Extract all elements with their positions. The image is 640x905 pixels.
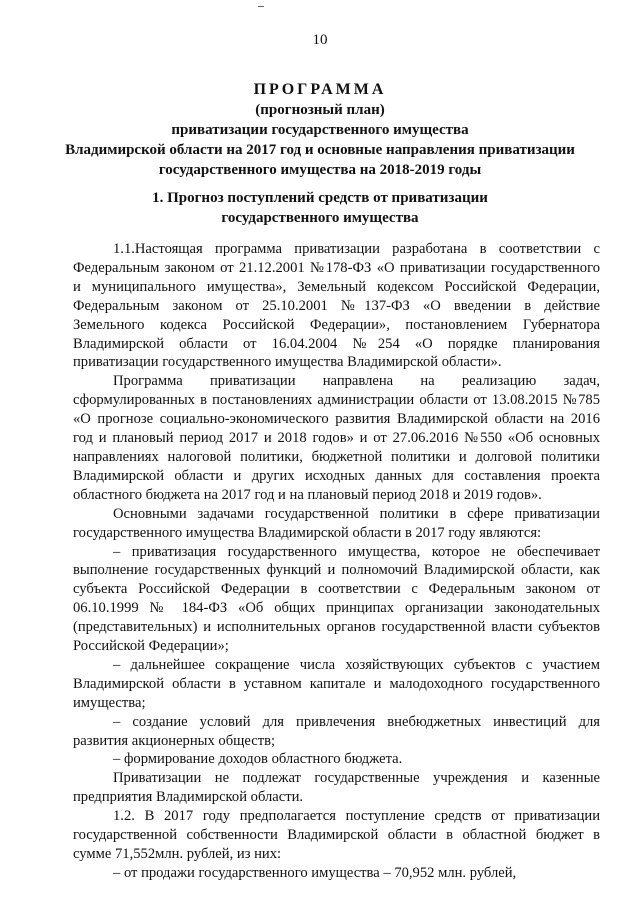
list-item: – приватизация государственного имущества, которое не обеспечивает: [113, 543, 600, 560]
title-line-5: государственного имущества на 2018-2019 годы: [158, 162, 482, 178]
body-text: [73, 240, 600, 883]
text-line: сформулированных в постановлениях администрации области от 13.08.2015 №785: [73, 392, 600, 409]
text-line: Федеральным законом от 21.12.2001 №178-ФЗ «О приватизации государственного: [73, 259, 600, 276]
text-line: «О прогнозе социально-экономического развития Владимирской области на 2016: [73, 411, 600, 428]
section-heading-line-2: государственного имущества: [221, 210, 419, 226]
text-line: выполнение государственных функций и полномочий Владимирской области, как: [73, 562, 600, 579]
text-line: Программа приватизации направлена на реализацию задач,: [113, 373, 600, 390]
title-line-2: (прогнозный план): [255, 102, 385, 118]
text-line: Владимирской области и других исходных данных для составления проекта: [73, 467, 600, 484]
text-line: направлениях налоговой политики, бюджетной политики и долговой политики: [73, 448, 600, 465]
list-item: – формирование доходов областного бюджета.: [113, 751, 403, 768]
text-line: год и плановый период 2017 и 2018 годов» и от 27.06.2016 №550 «Об основных: [73, 430, 600, 447]
text-line: сумме 71,552млн. рублей, из них:: [73, 846, 282, 862]
program-title: [40, 80, 600, 180]
scan-mark: [258, 6, 264, 7]
text-line: Основными задачами государственной политики в сфере приватизации: [113, 505, 600, 522]
text-line: государственной собственности Владимирской области в областной бюджет в: [73, 827, 600, 844]
text-line: Земельного кодекса Российской Федерации», постановлением Губернатора: [73, 316, 600, 333]
title-line-1: ПРОГРАММА: [253, 81, 387, 98]
section-heading: [40, 188, 600, 228]
text-line: областного бюджета на 2017 год и на плановый период 2018 и 2019 годов».: [73, 486, 542, 503]
text-line: приватизации государственного имущества Владимирской области».: [73, 354, 502, 371]
text-line: субъекта Российской Федерации в соответствии с Федеральным законом от: [73, 581, 600, 598]
text-line: и муниципального имущества», Земельный кодексом Российской Федерации,: [73, 278, 600, 295]
text-line: Владимирской области в уставном капитале и малодоходного государственного: [73, 675, 600, 692]
text-line: (представительных) и исполнительных органов государственной власти субъектов: [73, 619, 600, 636]
list-item: – от продажи государственного имущества – 70,952 млн. рублей,: [113, 864, 517, 881]
text-line: государственного имущества Владимирской области в 2017 году являются:: [73, 524, 542, 541]
text-line: 1.1.Настоящая программа приватизации разработана в соответствии с: [113, 241, 600, 257]
text-line: имущества;: [73, 694, 146, 711]
title-line-4: Владимирской области на 2017 год и основные направления приватизации: [65, 142, 575, 158]
page-number: 10: [312, 32, 328, 48]
text-line: 1.2. В 2017 году предполагается поступление средств от приватизации: [113, 808, 600, 825]
text-line: Владимирской области от 16.04.2004 №254 «О порядке планирования: [73, 335, 600, 352]
title-line-3: приватизации государственного имущества: [171, 122, 469, 138]
text-line: развития акционерных обществ;: [73, 732, 276, 749]
text-line: предприятия Владимирской области.: [73, 789, 304, 806]
text-line: 06.10.1999 № 184-ФЗ «Об общих принципах организации законодательных: [73, 600, 600, 617]
section-heading-line-1: 1. Прогноз поступлений средств от приватизации: [152, 190, 488, 206]
text-line: Приватизации не подлежат государственные учреждения и казенные: [113, 770, 600, 787]
text-line: Федеральным законом от 25.10.2001 №137-ФЗ «О введении в действие: [73, 297, 600, 314]
list-item: – дальнейшее сокращение числа хозяйствующих субъектов с участием: [113, 656, 600, 673]
list-item: – создание условий для привлечения внебюджетных инвестиций для: [113, 713, 600, 730]
text-line: Российской Федерации»;: [73, 638, 229, 655]
